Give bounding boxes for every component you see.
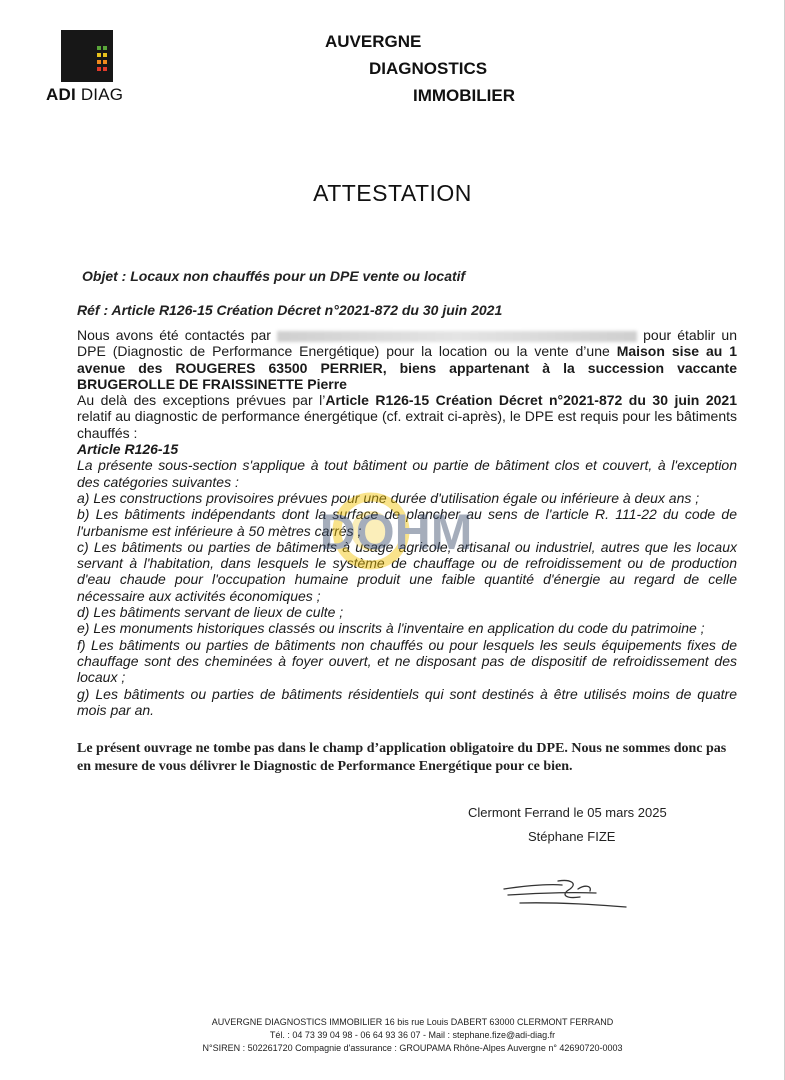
intro-text: pour établir un DPE (Diagnostic de Performance Energétique) pour la location ou la vente d’une	[77, 327, 737, 360]
footer-contact: Tél. : 04 73 39 04 98 - 06 64 93 36 07 - Mail : stephane.fize@adi-diag.fr	[269, 1030, 556, 1040]
watermark	[291, 487, 501, 579]
logo-square	[103, 53, 107, 57]
logo-square	[103, 60, 107, 64]
footer-registration: N°SIREN : 502261720 Compagnie d'assurance : GROUPAMA Rhône-Alpes Auvergne n° 42690720-0003	[202, 1043, 623, 1053]
logo-square	[97, 67, 101, 71]
logo-square	[97, 53, 101, 57]
conclusion-paragraph: Le présent ouvrage ne tombe pas dans le champ d’application obligatoire du DPE. Nous ne sommes donc pas en mesure de vous délivrer le Diagnostic de Performance Energétique pour ce bien.	[77, 741, 727, 774]
intro-paragraph-2	[77, 392, 737, 441]
page-footer	[0, 1016, 785, 1055]
document-title: ATTESTATION	[313, 180, 472, 206]
intro-text: Nous avons été contactés par	[77, 327, 278, 343]
intro-text: relatif au diagnostic de performance énergétique (cf. extrait ci-après), le DPE est requis pour les bâtiments chauffés :	[77, 408, 737, 441]
article-item-b: b) Les bâtiments indépendants dont la surface de plancher au sens de l'article R. 111-22 du code de l'urbanisme est inférieure à 50 mètres carrés ;	[77, 506, 737, 539]
intro-paragraph-1	[77, 327, 737, 392]
logo-brand-rest: DIAG	[75, 85, 124, 104]
logo-square	[97, 60, 101, 64]
signer-name: Stéphane FIZE	[528, 829, 616, 844]
company-name-line2: DIAGNOSTICS	[369, 59, 488, 78]
article-reference: Article R126-15 Création Décret n°2021-872 du 30 juin 2021	[325, 392, 738, 409]
logo-square	[97, 46, 101, 50]
company-logo	[61, 30, 113, 82]
intro-text: Au delà des exceptions prévues par l’	[77, 392, 326, 409]
article-heading: Article R126-15	[77, 441, 179, 458]
company-name-line1: AUVERGNE	[325, 32, 422, 51]
watermark-text: DOHM	[319, 504, 473, 560]
reference-line: Réf : Article R126-15 Création Décret n°2021-872 du 30 juin 2021	[77, 302, 503, 318]
logo-brand-bold: ADI	[46, 85, 76, 104]
article-item-g: g) Les bâtiments ou parties de bâtiments résidentiels qui sont destinés à être utilisés moins de quatre mois par an.	[77, 685, 737, 718]
logo-wordmark	[46, 85, 123, 105]
footer-address: AUVERGNE DIAGNOSTICS IMMOBILIER 16 bis rue Louis DABERT 63000 CLERMONT FERRAND	[211, 1017, 614, 1027]
subject-line: Objet : Locaux non chauffés pour un DPE vente ou locatif	[82, 268, 466, 284]
article-item-a: a) Les constructions provisoires prévues pour une durée d'utilisation égale ou inférieure à deux ans ;	[77, 489, 700, 506]
logo-square	[103, 67, 107, 71]
article-item-f: f) Les bâtiments ou parties de bâtiments non chauffés ou pour lesquels les seuls équipements fixes de chauffage sont des cheminées à foyer ouvert, et ne disposant pas de dispositif de refroidissement des locaux ;	[77, 636, 737, 686]
article-item-e: e) Les monuments historiques classés ou inscrits à l'inventaire en application du code du patrimoine ;	[77, 620, 705, 637]
logo-square	[103, 46, 107, 50]
redacted-name	[277, 331, 637, 342]
place-and-date: Clermont Ferrand le 05 mars 2025	[468, 805, 667, 820]
article-item-c: c) Les bâtiments ou parties de bâtiments à usage agricole, artisanal ou industriel, autres que les locaux servant à l'habitation, dans lesquels le système de chauffage ou de refroidissement ou de production d'eau chaude pour l'occupation humaine produit une faible quantité d'énergie au regard de celle nécessaire aux activités économiques ;	[77, 538, 737, 604]
article-item-d: d) Les bâtiments servant de lieux de culte ;	[77, 604, 344, 621]
company-name-line3: IMMOBILIER	[413, 86, 515, 105]
property-description: Maison sise au 1 avenue des ROUGERES 63500 PERRIER, biens appartenant à la succession vaccante BRUGEROLLE DE FRAISSINETTE Pierre	[77, 343, 737, 392]
article-lead: La présente sous-section s'applique à tout bâtiment ou partie de bâtiment clos et couvert, à l'exception des catégories suivantes :	[77, 457, 737, 490]
handwritten-signature	[500, 875, 630, 915]
